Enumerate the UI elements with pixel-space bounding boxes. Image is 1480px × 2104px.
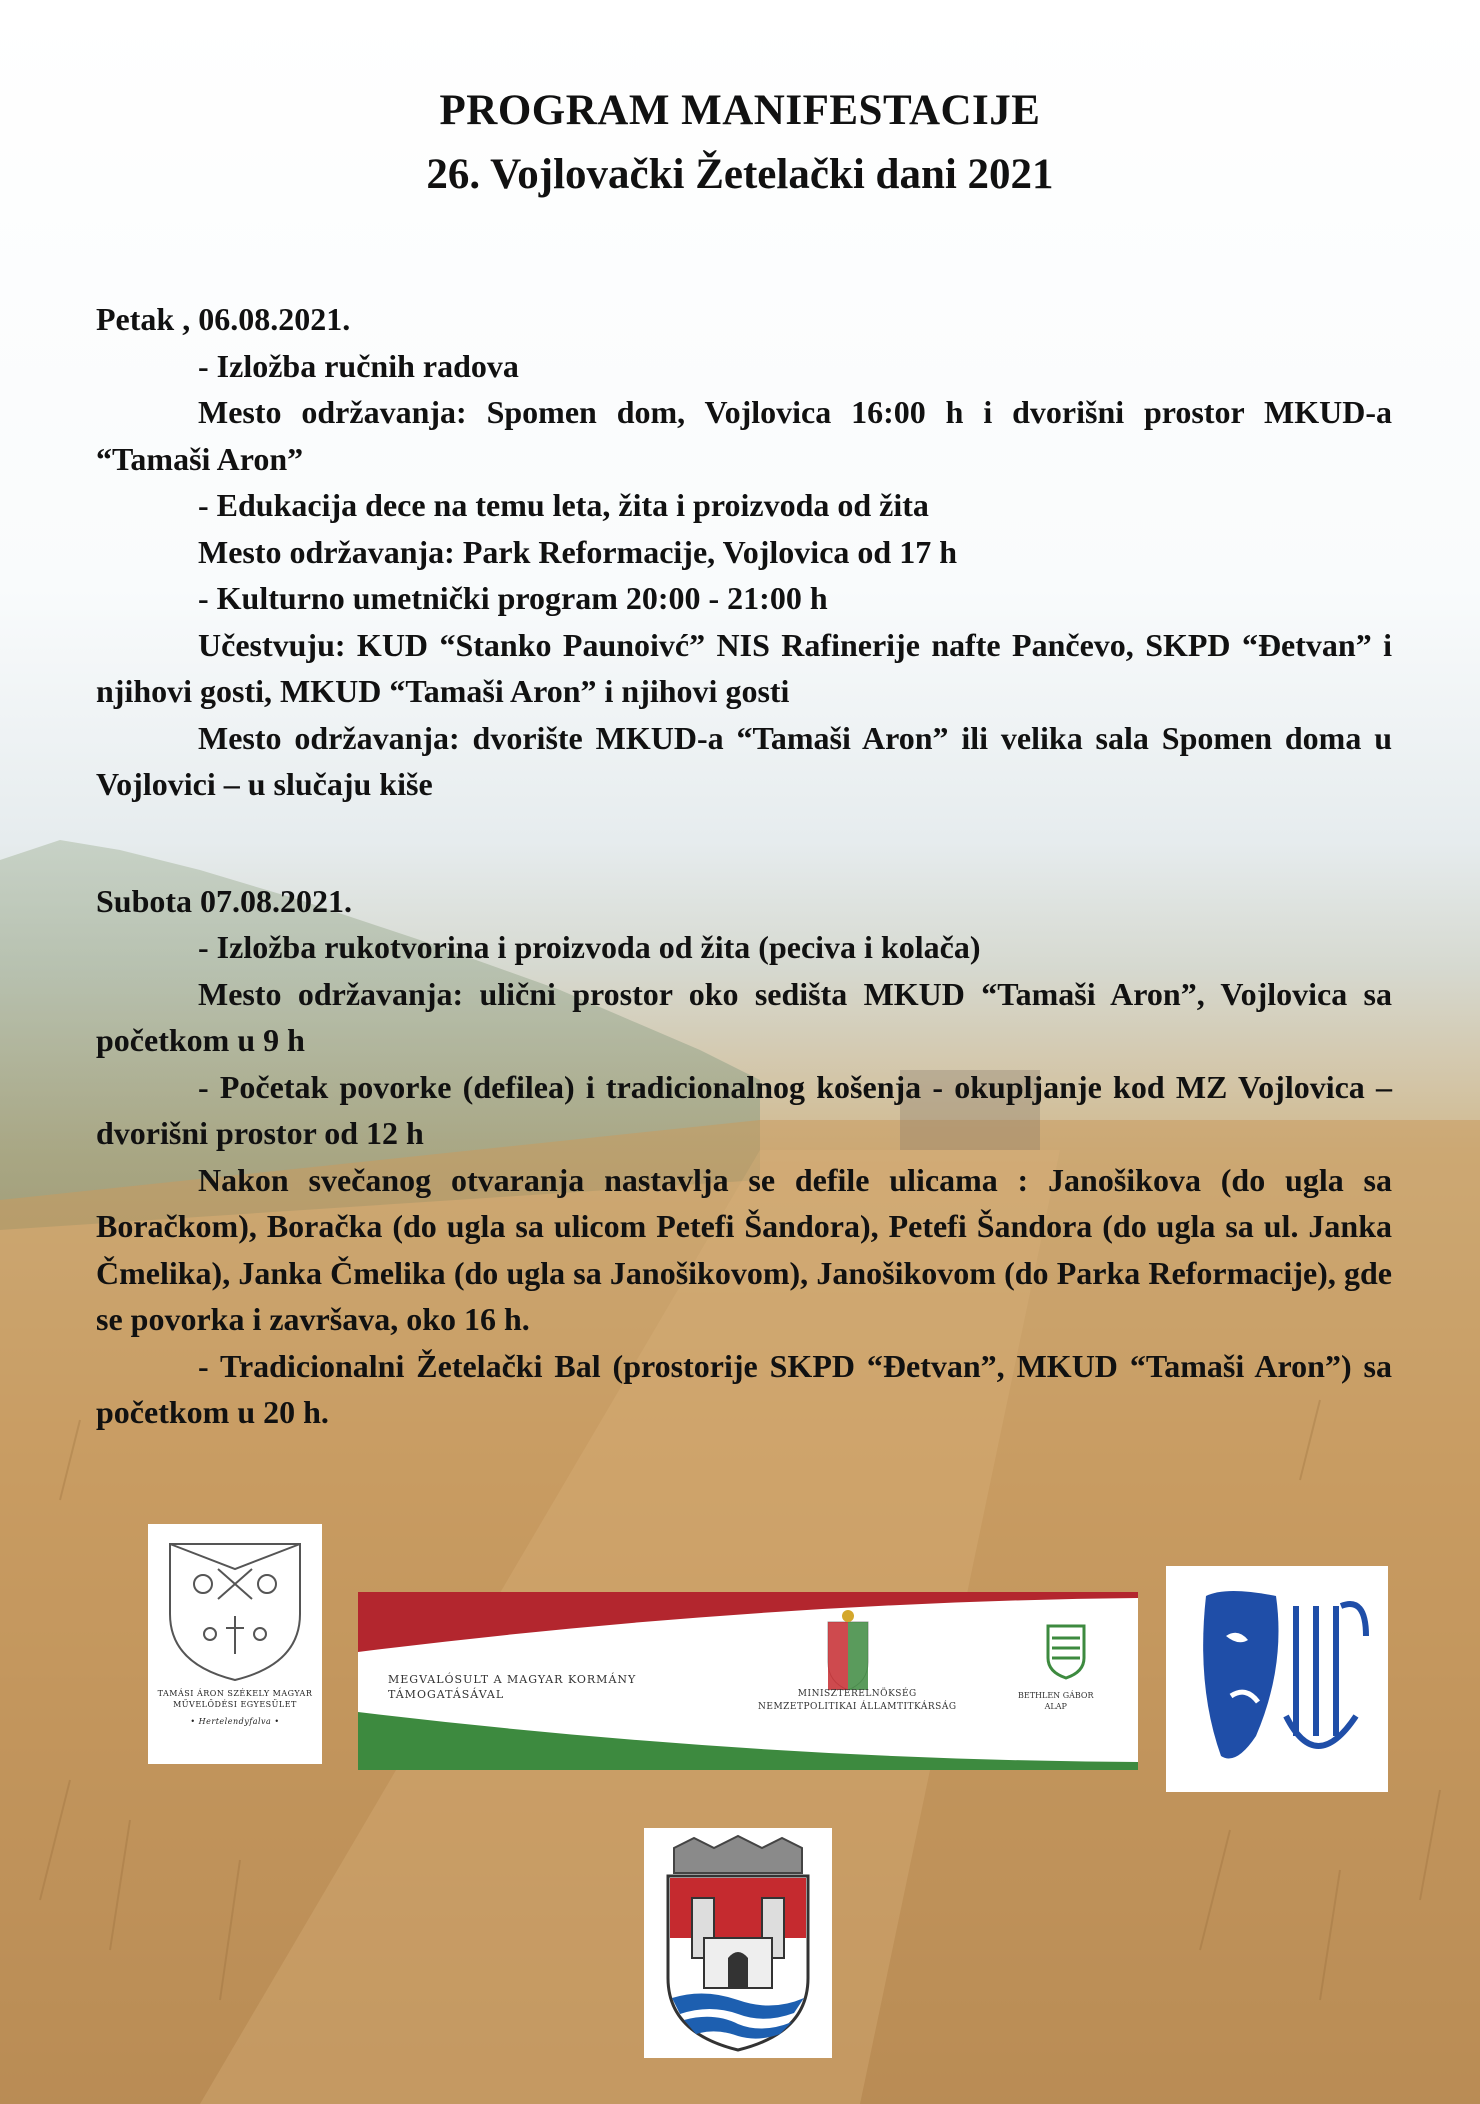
friday-heading: Petak , 06.08.2021. xyxy=(96,301,351,337)
saturday-item: - Početak povorke (defilea) i tradicionalnog košenja - okupljanje kod MZ Vojlovica – dvorišni prostor od 12 h xyxy=(96,1068,1392,1151)
government-line: TÁMOGATÁSÁVAL xyxy=(388,1688,505,1701)
association-name: TAMÁSI ÁRON SZÉKELY MAGYAR MŰVELŐDÉSI EGYESÜLET xyxy=(157,1689,313,1709)
ministry-line: MINISZTERELNÖKSÉG xyxy=(797,1689,917,1699)
association-crest-icon xyxy=(148,1524,322,1684)
fund-line: ALAP xyxy=(1044,1702,1067,1711)
section-spacer xyxy=(96,808,1392,878)
fund-text xyxy=(1018,1690,1094,1712)
friday-item: Učestvuju: KUD “Stanko Paunoivć” NIS Rafinerije nafte Pančevo, SKPD “Đetvan” i njihovi gosti, MKUD “Tamaši Aron” i njihovi gosti xyxy=(96,626,1392,709)
friday-item: - Izložba ručnih radova xyxy=(198,347,519,384)
friday-item: - Kulturno umetnički program 20:00 - 21:00 h xyxy=(198,580,828,616)
association-caption xyxy=(152,1688,318,1727)
fund-line: BETHLEN GÁBOR xyxy=(1018,1691,1094,1700)
ministry-text xyxy=(758,1688,957,1714)
coat-of-arms-icon xyxy=(644,1828,832,2058)
saturday-heading: Subota 07.08.2021. xyxy=(96,882,353,919)
program-content xyxy=(96,296,1392,1436)
government-line: MEGVALÓSULT A MAGYAR KORMÁNY xyxy=(388,1673,637,1686)
ministry-line: NEMZETPOLITIKAI ÁLLAMTITKÁRSÁG xyxy=(758,1702,957,1712)
government-text xyxy=(388,1672,636,1702)
association-logo xyxy=(148,1524,322,1764)
government-support-banner xyxy=(358,1592,1138,1770)
friday-item: Mesto održavanja: Park Reformacije, Vojlovica od 17 h xyxy=(198,533,957,570)
poster-title: PROGRAM MANIFESTACIJE xyxy=(439,87,1041,134)
city-coat-of-arms xyxy=(644,1828,832,2058)
saturday-item: Mesto održavanja: ulični prostor oko sedišta MKUD “Tamaši Aron”, Vojlovica sa početkom u 9 h xyxy=(96,975,1392,1058)
association-motto: • Hertelendyfalva • xyxy=(190,1717,280,1726)
theatre-mask-icon xyxy=(1166,1566,1388,1792)
poster-subtitle: 26. Vojlovački Žetelački dani 2021 xyxy=(426,151,1054,198)
saturday-item: Nakon svečanog otvaranja nastavlja se defile ulicama : Janošikova (do ugla sa Boračkom), Boračka (do ugla sa ulicom Petefi Šandora), Petefi Šandora (do ugla sa ul. Janka Čmelika), Janka Čmelika (do ugla sa Janošikovom), Janošikovom (do Parka Reformacije), gde se povorka i završava, oko 16 h. xyxy=(96,1161,1392,1337)
saturday-item: - Tradicionalni Žetelački Bal (prostorije SKPD “Đetvan”, MKUD “Tamaši Aron”) sa početkom u 20 h. xyxy=(96,1347,1392,1430)
friday-item: - Edukacija dece na temu leta, žita i proizvoda od žita xyxy=(198,487,929,523)
theatre-logo xyxy=(1166,1566,1388,1792)
saturday-item: - Izložba rukotvorina i proizvoda od žita (peciva i kolača) xyxy=(198,929,981,965)
friday-item: Mesto održavanja: dvorište MKUD-a “Tamaši Aron” ili velika sala Spomen doma u Vojlovici – u slučaju kiše xyxy=(96,719,1392,802)
friday-item: Mesto održavanja: Spomen dom, Vojlovica 16:00 h i dvorišni prostor MKUD-a “Tamaši Aron” xyxy=(96,394,1392,477)
